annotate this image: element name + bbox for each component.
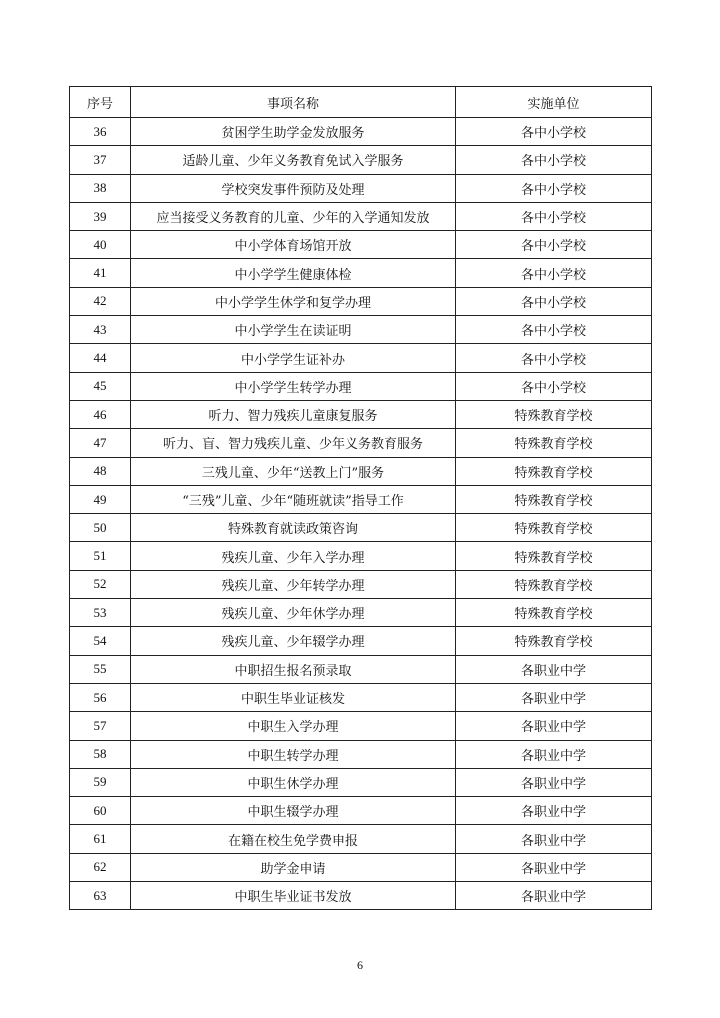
cell-item-name: 中小学学生转学办理 <box>131 372 456 400</box>
cell-item-name: “三残”儿童、少年“随班就读”指导工作 <box>131 485 456 513</box>
cell-item-name: 听力、盲、智力残疾儿童、少年义务教育服务 <box>131 429 456 457</box>
table-row <box>70 797 652 825</box>
table-row <box>70 570 652 598</box>
table-row <box>70 457 652 485</box>
table-row <box>70 712 652 740</box>
cell-seq: 56 <box>70 683 131 711</box>
cell-item-name: 残疾儿童、少年休学办理 <box>131 599 456 627</box>
cell-seq: 43 <box>70 316 131 344</box>
table-row <box>70 316 652 344</box>
cell-item-name: 中职生休学办理 <box>131 768 456 796</box>
cell-seq: 37 <box>70 146 131 174</box>
cell-seq: 51 <box>70 542 131 570</box>
cell-unit: 各职业中学 <box>456 683 652 711</box>
table-row <box>70 768 652 796</box>
table-row <box>70 372 652 400</box>
cell-unit: 各中小学校 <box>456 231 652 259</box>
header-row <box>70 87 652 118</box>
cell-unit: 各职业中学 <box>456 825 652 853</box>
table-row <box>70 429 652 457</box>
cell-item-name: 听力、智力残疾儿童康复服务 <box>131 400 456 428</box>
table-row <box>70 853 652 881</box>
cell-seq: 48 <box>70 457 131 485</box>
cell-unit: 各中小学校 <box>456 316 652 344</box>
cell-item-name: 贫困学生助学金发放服务 <box>131 118 456 146</box>
cell-item-name: 特殊教育就读政策咨询 <box>131 514 456 542</box>
cell-unit: 特殊教育学校 <box>456 485 652 513</box>
cell-unit: 特殊教育学校 <box>456 542 652 570</box>
cell-item-name: 中小学体育场馆开放 <box>131 231 456 259</box>
header-item-name: 事项名称 <box>131 87 456 118</box>
cell-seq: 40 <box>70 231 131 259</box>
table-row <box>70 627 652 655</box>
cell-unit: 各职业中学 <box>456 740 652 768</box>
cell-seq: 49 <box>70 485 131 513</box>
cell-seq: 42 <box>70 287 131 315</box>
cell-item-name: 中职生毕业证核发 <box>131 683 456 711</box>
cell-unit: 各职业中学 <box>456 655 652 683</box>
cell-seq: 52 <box>70 570 131 598</box>
table-row <box>70 485 652 513</box>
cell-item-name: 残疾儿童、少年辍学办理 <box>131 627 456 655</box>
cell-item-name: 学校突发事件预防及处理 <box>131 174 456 202</box>
table-row <box>70 655 652 683</box>
cell-unit: 特殊教育学校 <box>456 570 652 598</box>
table-row <box>70 400 652 428</box>
cell-seq: 44 <box>70 344 131 372</box>
cell-item-name: 残疾儿童、少年转学办理 <box>131 570 456 598</box>
cell-seq: 57 <box>70 712 131 740</box>
table-row <box>70 514 652 542</box>
cell-item-name: 三残儿童、少年“送教上门”服务 <box>131 457 456 485</box>
table-row <box>70 118 652 146</box>
header-unit: 实施单位 <box>456 87 652 118</box>
cell-unit: 各中小学校 <box>456 174 652 202</box>
cell-unit: 特殊教育学校 <box>456 627 652 655</box>
cell-seq: 45 <box>70 372 131 400</box>
cell-seq: 58 <box>70 740 131 768</box>
table-row <box>70 740 652 768</box>
cell-unit: 各职业中学 <box>456 797 652 825</box>
cell-seq: 38 <box>70 174 131 202</box>
cell-unit: 各中小学校 <box>456 146 652 174</box>
cell-unit: 各中小学校 <box>456 259 652 287</box>
table-row <box>70 542 652 570</box>
table-row <box>70 287 652 315</box>
cell-seq: 54 <box>70 627 131 655</box>
cell-unit: 各中小学校 <box>456 344 652 372</box>
cell-item-name: 残疾儿童、少年入学办理 <box>131 542 456 570</box>
cell-seq: 53 <box>70 599 131 627</box>
cell-unit: 各中小学校 <box>456 372 652 400</box>
cell-seq: 39 <box>70 202 131 230</box>
cell-seq: 47 <box>70 429 131 457</box>
cell-item-name: 中职生入学办理 <box>131 712 456 740</box>
cell-unit: 特殊教育学校 <box>456 429 652 457</box>
cell-unit: 特殊教育学校 <box>456 599 652 627</box>
cell-item-name: 中职生转学办理 <box>131 740 456 768</box>
cell-unit: 各职业中学 <box>456 712 652 740</box>
cell-item-name: 在籍在校生免学费申报 <box>131 825 456 853</box>
cell-item-name: 中职生辍学办理 <box>131 797 456 825</box>
cell-seq: 59 <box>70 768 131 796</box>
cell-item-name: 适龄儿童、少年义务教育免试入学服务 <box>131 146 456 174</box>
table-row <box>70 259 652 287</box>
cell-item-name: 助学金申请 <box>131 853 456 881</box>
cell-seq: 62 <box>70 853 131 881</box>
cell-seq: 63 <box>70 882 131 910</box>
table-body <box>70 118 652 910</box>
cell-seq: 60 <box>70 797 131 825</box>
table-row <box>70 344 652 372</box>
table-row <box>70 202 652 230</box>
table-header <box>70 87 652 118</box>
cell-item-name: 中小学学生健康体检 <box>131 259 456 287</box>
cell-seq: 46 <box>70 400 131 428</box>
cell-item-name: 中小学学生在读证明 <box>131 316 456 344</box>
cell-unit: 各职业中学 <box>456 853 652 881</box>
table-row <box>70 882 652 910</box>
cell-unit: 特殊教育学校 <box>456 514 652 542</box>
table-row <box>70 174 652 202</box>
header-seq: 序号 <box>70 87 131 118</box>
cell-unit: 各职业中学 <box>456 768 652 796</box>
cell-seq: 36 <box>70 118 131 146</box>
table-row <box>70 683 652 711</box>
table-row <box>70 231 652 259</box>
cell-seq: 41 <box>70 259 131 287</box>
table-row <box>70 825 652 853</box>
cell-unit: 各职业中学 <box>456 882 652 910</box>
table-row <box>70 599 652 627</box>
cell-unit: 各中小学校 <box>456 287 652 315</box>
cell-unit: 特殊教育学校 <box>456 457 652 485</box>
cell-item-name: 中小学学生证补办 <box>131 344 456 372</box>
cell-seq: 50 <box>70 514 131 542</box>
cell-item-name: 中职生毕业证书发放 <box>131 882 456 910</box>
table-row <box>70 146 652 174</box>
cell-item-name: 中小学学生休学和复学办理 <box>131 287 456 315</box>
service-items-table <box>69 86 652 910</box>
cell-item-name: 中职招生报名预录取 <box>131 655 456 683</box>
cell-unit: 特殊教育学校 <box>456 400 652 428</box>
cell-item-name: 应当接受义务教育的儿童、少年的入学通知发放 <box>131 202 456 230</box>
cell-seq: 61 <box>70 825 131 853</box>
cell-unit: 各中小学校 <box>456 202 652 230</box>
cell-seq: 55 <box>70 655 131 683</box>
page-number: 6 <box>357 958 363 972</box>
cell-unit: 各中小学校 <box>456 118 652 146</box>
